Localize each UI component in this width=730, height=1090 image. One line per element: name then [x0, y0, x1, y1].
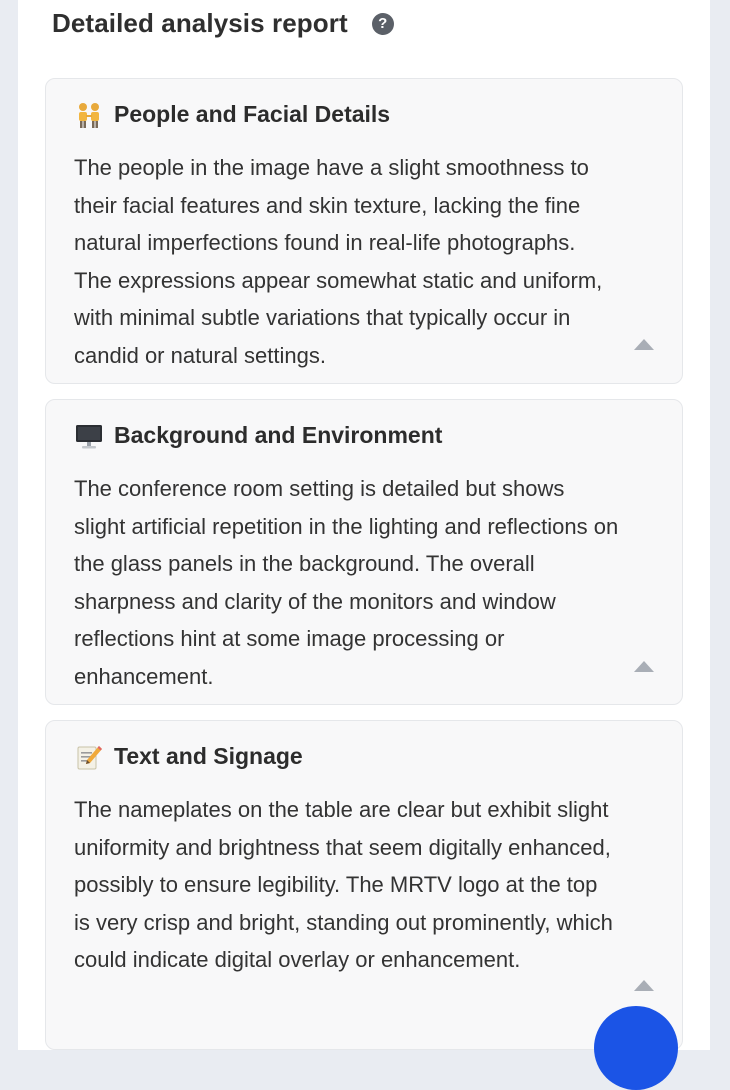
- chevron-up-icon[interactable]: [634, 980, 654, 991]
- analysis-panel: [18, 0, 710, 1050]
- desktop-monitor-icon: [74, 423, 104, 449]
- card-body: The nameplates on the table are clear but exhibit slight uniformity and brightness that seem digitally enhanced, possibly to ensure legibility. The MRTV logo at the top is very crisp and bright, standing out prominently, which could indicate digital overlay or enhancement.: [74, 797, 613, 973]
- floating-action-button[interactable]: [594, 1006, 678, 1090]
- card-body: The people in the image have a slight smoothness to their facial features and skin texture, lacking the fine natural imperfections found in real-life photographs. The expressions appear somewhat static and uniform, with minimal subtle variations that typically occur in candid or natural settings.: [74, 155, 603, 368]
- memo-pencil-icon: [74, 744, 104, 770]
- card-header[interactable]: [74, 101, 390, 128]
- report-title: Detailed analysis report: [52, 8, 348, 38]
- card-title: Text and Signage: [114, 743, 303, 769]
- chevron-up-icon[interactable]: [634, 661, 654, 672]
- analysis-card-text-signage: [45, 720, 683, 1050]
- question-circle-icon[interactable]: ?: [372, 13, 394, 35]
- card-header[interactable]: [74, 743, 303, 770]
- analysis-card-people: [45, 78, 683, 384]
- card-title: Background and Environment: [114, 422, 443, 448]
- card-header[interactable]: [74, 422, 442, 449]
- analysis-card-background: [45, 399, 683, 705]
- chevron-up-icon[interactable]: [634, 339, 654, 350]
- people-holding-hands-icon: [74, 102, 104, 128]
- card-body: The conference room setting is detailed but shows slight artificial repetition in the lighting and reflections on the glass panels in the background. The overall sharpness and clarity of the monitors and window reflections hint at some image processing or enhancement.: [74, 476, 619, 689]
- card-title: People and Facial Details: [114, 101, 391, 127]
- report-header: [52, 8, 394, 39]
